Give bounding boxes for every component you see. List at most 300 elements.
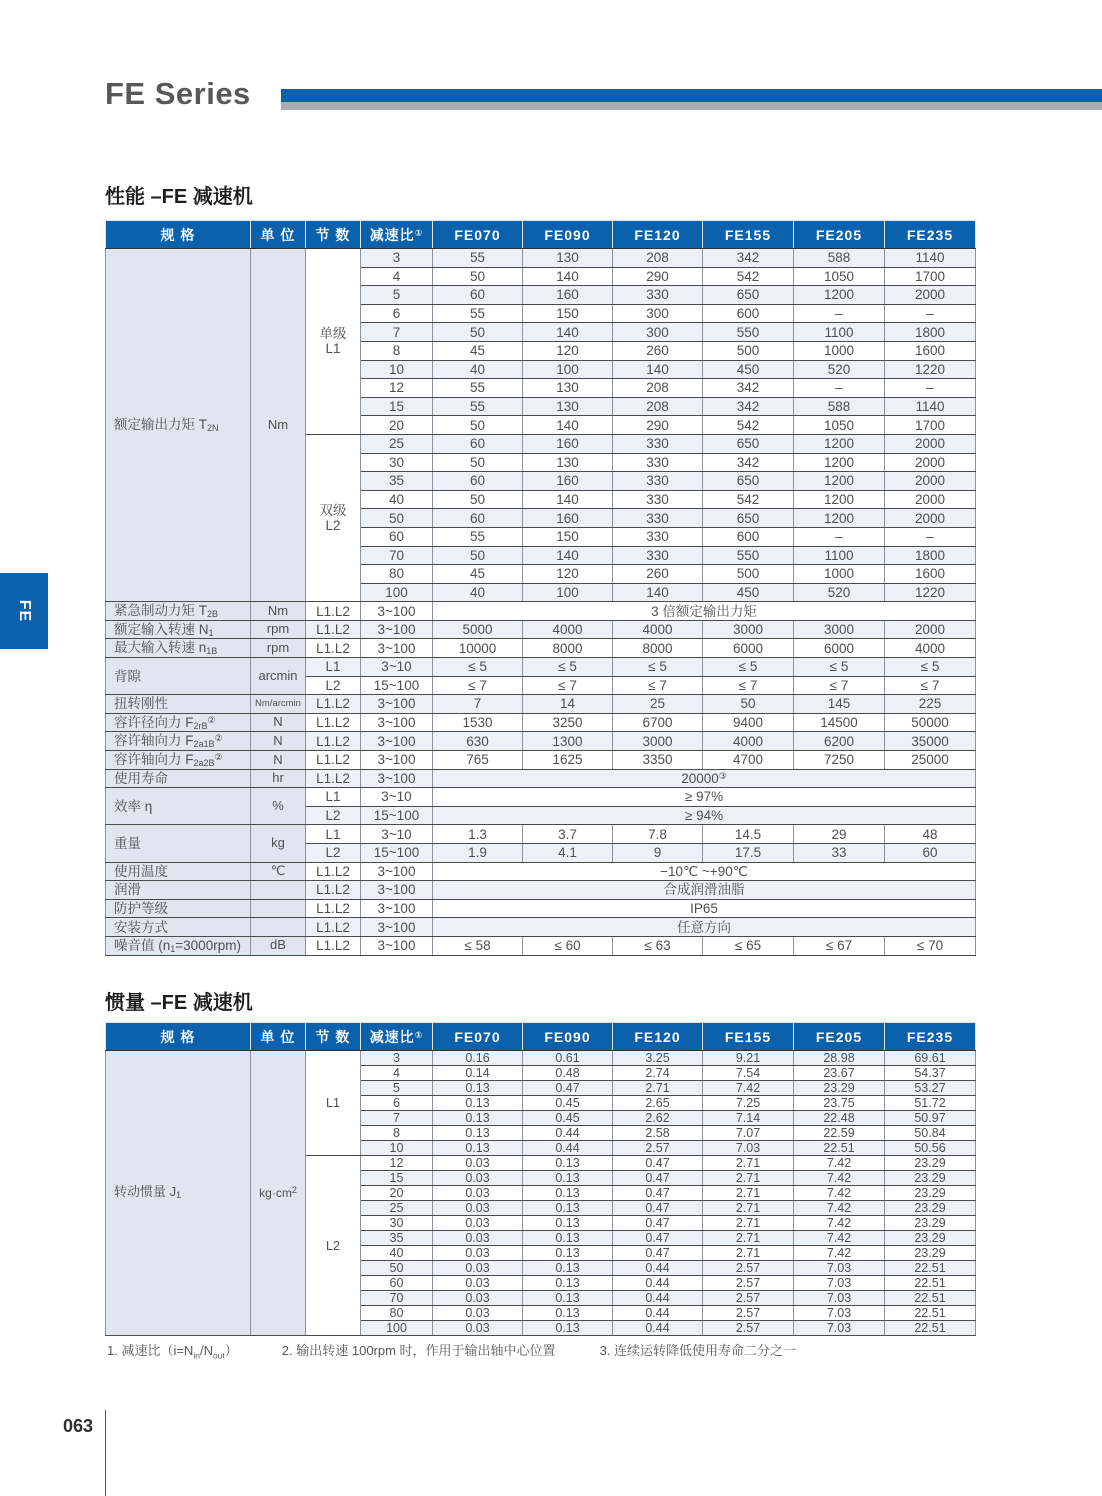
cell: 6000 <box>794 639 885 658</box>
cell: 25 <box>361 1201 433 1216</box>
cell: 45 <box>433 565 523 584</box>
cell: 15~100 <box>361 844 433 863</box>
cell: 6 <box>361 304 433 323</box>
cell: ≤ 58 <box>433 936 523 955</box>
cell: ≤ 7 <box>794 676 885 695</box>
cell: 100 <box>361 1321 433 1336</box>
table-row <box>106 639 976 658</box>
cell: 35 <box>361 1231 433 1246</box>
table-row <box>106 732 976 751</box>
cell: 550 <box>703 323 794 342</box>
cell: 0.45 <box>523 1096 613 1111</box>
cell: 14 <box>523 695 613 714</box>
cell: 50 <box>433 267 523 286</box>
cell: 3350 <box>613 751 703 770</box>
cell: 效率 η <box>106 788 251 825</box>
cell: 0.03 <box>433 1306 523 1321</box>
cell: 342 <box>703 397 794 416</box>
cell: 22.48 <box>794 1111 885 1126</box>
cell: 60 <box>433 286 523 305</box>
cell: 0.13 <box>433 1081 523 1096</box>
cell: 2.57 <box>703 1276 794 1291</box>
cell: ℃ <box>251 862 306 881</box>
cell: 50 <box>433 416 523 435</box>
cell: L2 <box>306 806 361 825</box>
cell: 2.71 <box>703 1246 794 1261</box>
cell: 17.5 <box>703 844 794 863</box>
cell: 2.71 <box>703 1186 794 1201</box>
cell: 8 <box>361 341 433 360</box>
cell: L1 <box>306 788 361 807</box>
page-number-rule <box>105 1410 106 1496</box>
cell: 600 <box>703 304 794 323</box>
cell: 1100 <box>794 323 885 342</box>
cell: 520 <box>794 360 885 379</box>
cell: hr <box>251 769 306 788</box>
cell: 650 <box>703 472 794 491</box>
column-header: FE155 <box>703 1023 794 1051</box>
cell: 50 <box>433 490 523 509</box>
cell: 1220 <box>885 360 976 379</box>
cell: 20 <box>361 416 433 435</box>
cell: 51.72 <box>885 1096 976 1111</box>
cell: 2.71 <box>703 1216 794 1231</box>
cell: 3~10 <box>361 658 433 677</box>
cell: 342 <box>703 249 794 268</box>
cell: 7.42 <box>794 1246 885 1261</box>
cell: 12 <box>361 379 433 398</box>
cell: 1600 <box>885 565 976 584</box>
cell: 8000 <box>613 639 703 658</box>
cell: 0.13 <box>523 1246 613 1261</box>
cell: 23.29 <box>885 1186 976 1201</box>
cell: 35000 <box>885 732 976 751</box>
cell: 500 <box>703 565 794 584</box>
footnote-3: 3. 连续运转降低使用寿命二分之一 <box>599 1343 797 1358</box>
cell: 1700 <box>885 416 976 435</box>
cell: 1625 <box>523 751 613 770</box>
cell: 任意方向 <box>433 918 976 937</box>
cell: Nm <box>251 602 306 621</box>
cell: 2.71 <box>703 1156 794 1171</box>
performance-table <box>105 220 976 956</box>
cell: 330 <box>613 546 703 565</box>
cell: ≥ 94% <box>433 806 976 825</box>
cell: 260 <box>613 341 703 360</box>
cell: 55 <box>433 527 523 546</box>
cell: 8 <box>361 1126 433 1141</box>
cell: 1100 <box>794 546 885 565</box>
column-header: 减速比① <box>361 221 433 249</box>
cell: 50 <box>361 509 433 528</box>
cell: 7.42 <box>794 1156 885 1171</box>
cell: 22.51 <box>885 1276 976 1291</box>
cell: 0.47 <box>613 1156 703 1171</box>
cell: ≤ 60 <box>523 936 613 955</box>
cell: 4 <box>361 267 433 286</box>
cell: 55 <box>433 304 523 323</box>
inertia-table <box>105 1022 976 1336</box>
cell: 330 <box>613 434 703 453</box>
cell: 7.54 <box>703 1066 794 1081</box>
cell: 2.71 <box>703 1171 794 1186</box>
cell: 0.45 <box>523 1111 613 1126</box>
cell: 15~100 <box>361 806 433 825</box>
cell: 300 <box>613 304 703 323</box>
cell: 使用温度 <box>106 862 251 881</box>
cell: 260 <box>613 565 703 584</box>
cell: ≤ 65 <box>703 936 794 955</box>
cell: ≤ 5 <box>523 658 613 677</box>
inertia-section-title: 惯量 –FE 减速机 <box>105 992 253 1014</box>
cell: 100 <box>523 583 613 602</box>
cell: 225 <box>885 695 976 714</box>
cell: 69.61 <box>885 1051 976 1066</box>
cell: 15~100 <box>361 676 433 695</box>
cell: Nm <box>251 249 306 602</box>
cell: 300 <box>613 323 703 342</box>
cell: 0.03 <box>433 1321 523 1336</box>
cell: 1200 <box>794 453 885 472</box>
cell: 140 <box>523 416 613 435</box>
inertia-table-body <box>106 1051 976 1336</box>
cell: $kg\cdot cm^2$ <box>251 1051 306 1336</box>
cell: 2.74 <box>613 1066 703 1081</box>
table-row <box>106 1051 976 1066</box>
cell: 22.51 <box>885 1261 976 1276</box>
cell: 0.03 <box>433 1291 523 1306</box>
cell: 0.03 <box>433 1186 523 1201</box>
cell: 2.57 <box>703 1291 794 1306</box>
footnote-1: 1. 减速比$(i=N_{in}/N_{out})$ <box>107 1343 238 1361</box>
cell: 50 <box>361 1261 433 1276</box>
cell: 120 <box>523 565 613 584</box>
cell: 1800 <box>885 546 976 565</box>
cell: 3~100 <box>361 918 433 937</box>
cell: 542 <box>703 267 794 286</box>
cell: 0.03 <box>433 1276 523 1291</box>
cell: 2.57 <box>703 1321 794 1336</box>
cell: 1800 <box>885 323 976 342</box>
cell: 5 <box>361 286 433 305</box>
cell: L1.L2 <box>306 751 361 770</box>
cell: 3 倍额定输出力矩 <box>433 602 976 621</box>
cell: 50.84 <box>885 1126 976 1141</box>
cell: 3 <box>361 249 433 268</box>
cell: 7.07 <box>703 1126 794 1141</box>
cell: 0.47 <box>613 1186 703 1201</box>
cell: ≤ 5 <box>703 658 794 677</box>
cell: 7.42 <box>794 1216 885 1231</box>
cell: 145 <box>794 695 885 714</box>
cell: 1200 <box>794 472 885 491</box>
cell: ≤ 7 <box>613 676 703 695</box>
cell: 23.29 <box>885 1201 976 1216</box>
cell: 60 <box>361 527 433 546</box>
cell: 10 <box>361 360 433 379</box>
table-row <box>106 751 976 770</box>
cell: 0.47 <box>613 1246 703 1261</box>
cell: 8000 <box>523 639 613 658</box>
cell: 7.42 <box>794 1231 885 1246</box>
cell: 60 <box>361 1276 433 1291</box>
column-header: 节 数 <box>306 221 361 249</box>
cell: 0.03 <box>433 1171 523 1186</box>
cell: 15 <box>361 1171 433 1186</box>
cell: 23.29 <box>885 1231 976 1246</box>
cell: 2.58 <box>613 1126 703 1141</box>
cell: 0.03 <box>433 1156 523 1171</box>
cell: 50.97 <box>885 1111 976 1126</box>
cell: 25 <box>361 434 433 453</box>
cell: 22.51 <box>885 1321 976 1336</box>
cell: 9.21 <box>703 1051 794 1066</box>
cell: 3.25 <box>613 1051 703 1066</box>
cell: 0.44 <box>523 1141 613 1156</box>
cell <box>251 881 306 900</box>
cell: 70 <box>361 1291 433 1306</box>
cell: 0.13 <box>523 1321 613 1336</box>
cell: 4 <box>361 1066 433 1081</box>
cell: 60 <box>433 509 523 528</box>
table-row <box>106 620 976 639</box>
cell: 2000 <box>885 490 976 509</box>
cell: ≤ 63 <box>613 936 703 955</box>
cell: 765 <box>433 751 523 770</box>
cell: 330 <box>613 286 703 305</box>
cell: −10℃ ~+90℃ <box>433 862 976 881</box>
cell: 3~10 <box>361 825 433 844</box>
cell: 20000③ <box>433 769 976 788</box>
cell: 140 <box>613 360 703 379</box>
cell: N <box>251 732 306 751</box>
cell: 130 <box>523 397 613 416</box>
cell: ≤ 7 <box>885 676 976 695</box>
cell: 140 <box>523 267 613 286</box>
cell: 342 <box>703 453 794 472</box>
cell: 12 <box>361 1156 433 1171</box>
cell: 0.03 <box>433 1201 523 1216</box>
cell: L1.L2 <box>306 862 361 881</box>
cell: 噪音值 $(n_1=3000rpm)$ <box>106 936 251 955</box>
table-row <box>106 918 976 937</box>
cell: 588 <box>794 397 885 416</box>
cell: 650 <box>703 509 794 528</box>
table-row <box>106 769 976 788</box>
cell: 7.8 <box>613 825 703 844</box>
cell: 50 <box>433 453 523 472</box>
cell: 9 <box>613 844 703 863</box>
cell: 紧急制动力矩 $T_{2B}$ <box>106 602 251 621</box>
cell: 额定输出力矩 $T_{2N}$ <box>106 249 251 602</box>
column-header: 规 格 <box>106 1023 251 1051</box>
cell: 130 <box>523 379 613 398</box>
cell: 1700 <box>885 267 976 286</box>
cell: 100 <box>361 583 433 602</box>
cell: 1000 <box>794 341 885 360</box>
cell: 70 <box>361 546 433 565</box>
cell: 130 <box>523 249 613 268</box>
cell: L1.L2 <box>306 769 361 788</box>
cell: ≤ 7 <box>703 676 794 695</box>
cell: 3~100 <box>361 732 433 751</box>
column-header: FE120 <box>613 221 703 249</box>
cell: 1200 <box>794 490 885 509</box>
column-header: 节 数 <box>306 1023 361 1051</box>
cell: 1050 <box>794 416 885 435</box>
cell: 25000 <box>885 751 976 770</box>
cell: 120 <box>523 341 613 360</box>
cell: 330 <box>613 453 703 472</box>
series-side-tab-label: FE <box>15 599 33 623</box>
cell: 22.51 <box>794 1141 885 1156</box>
column-header: FE070 <box>433 221 523 249</box>
cell: 140 <box>523 546 613 565</box>
table-row <box>106 788 976 807</box>
cell: L1.L2 <box>306 918 361 937</box>
cell: 7.03 <box>794 1291 885 1306</box>
cell: 0.13 <box>523 1231 613 1246</box>
cell: L1.L2 <box>306 936 361 955</box>
cell: 7.42 <box>794 1201 885 1216</box>
performance-table-wrap <box>105 220 977 956</box>
table-row <box>106 249 976 268</box>
cell: 40 <box>433 360 523 379</box>
table-row <box>106 695 976 714</box>
cell: L1.L2 <box>306 639 361 658</box>
cell: 合成润滑油脂 <box>433 881 976 900</box>
cell: 安装方式 <box>106 918 251 937</box>
cell: 3.7 <box>523 825 613 844</box>
cell: 7 <box>361 1111 433 1126</box>
cell: 0.03 <box>433 1261 523 1276</box>
cell: 23.75 <box>794 1096 885 1111</box>
cell: – <box>885 527 976 546</box>
cell: – <box>885 304 976 323</box>
cell <box>251 899 306 918</box>
cell: 0.44 <box>613 1261 703 1276</box>
cell: – <box>794 379 885 398</box>
cell: 542 <box>703 490 794 509</box>
cell: 10 <box>361 1141 433 1156</box>
cell: 1220 <box>885 583 976 602</box>
cell: 160 <box>523 434 613 453</box>
cell: L1.L2 <box>306 713 361 732</box>
cell: 22.51 <box>885 1291 976 1306</box>
cell: 0.13 <box>523 1201 613 1216</box>
cell: 6700 <box>613 713 703 732</box>
cell: 最大输入转速 $n_{1B}$ <box>106 639 251 658</box>
cell: 54.37 <box>885 1066 976 1081</box>
page-number: 063 <box>63 1416 94 1436</box>
cell: 0.13 <box>523 1186 613 1201</box>
cell: 342 <box>703 379 794 398</box>
cell: L1 <box>306 658 361 677</box>
cell: 80 <box>361 1306 433 1321</box>
column-header: 单 位 <box>251 221 306 249</box>
cell: 53.27 <box>885 1081 976 1096</box>
cell: – <box>794 304 885 323</box>
cell: 650 <box>703 434 794 453</box>
performance-table-body <box>106 249 976 956</box>
cell: 额定输入转速 $N_1$ <box>106 620 251 639</box>
cell: 7.42 <box>703 1081 794 1096</box>
performance-table-head <box>106 221 976 249</box>
cell: 1300 <box>523 732 613 751</box>
cell: 0.03 <box>433 1216 523 1231</box>
cell: 140 <box>523 490 613 509</box>
cell: 50.56 <box>885 1141 976 1156</box>
cell: 7.42 <box>794 1171 885 1186</box>
cell: 100 <box>523 360 613 379</box>
cell: 150 <box>523 527 613 546</box>
cell: 1200 <box>794 286 885 305</box>
series-side-tab <box>0 573 48 649</box>
cell: 25 <box>613 695 703 714</box>
cell <box>251 918 306 937</box>
table-row <box>106 602 976 621</box>
cell: 3~100 <box>361 881 433 900</box>
cell: 500 <box>703 341 794 360</box>
cell: ≤ 5 <box>433 658 523 677</box>
table-row <box>106 936 976 955</box>
cell: 防护等级 <box>106 899 251 918</box>
cell: 2.71 <box>613 1081 703 1096</box>
cell: 4700 <box>703 751 794 770</box>
cell: 7.03 <box>794 1276 885 1291</box>
cell: 60 <box>433 434 523 453</box>
cell: 0.13 <box>523 1276 613 1291</box>
cell: 290 <box>613 267 703 286</box>
cell: 1050 <box>794 267 885 286</box>
cell: 3~100 <box>361 639 433 658</box>
cell: 1200 <box>794 509 885 528</box>
cell: 7.03 <box>794 1306 885 1321</box>
cell: 2000 <box>885 453 976 472</box>
cell: 160 <box>523 286 613 305</box>
column-header: FE235 <box>885 221 976 249</box>
cell: % <box>251 788 306 825</box>
cell: 0.47 <box>613 1216 703 1231</box>
cell: 20 <box>361 1186 433 1201</box>
cell: 600 <box>703 527 794 546</box>
cell: 2.57 <box>703 1261 794 1276</box>
cell: 0.13 <box>523 1171 613 1186</box>
cell: 0.47 <box>523 1081 613 1096</box>
column-header: FE205 <box>794 1023 885 1051</box>
cell: L1.L2 <box>306 695 361 714</box>
performance-section-title: 性能 –FE 减速机 <box>105 186 253 208</box>
cell: 0.13 <box>433 1141 523 1156</box>
cell: ≤ 7 <box>433 676 523 695</box>
footnotes <box>107 1340 796 1361</box>
cell: 0.13 <box>523 1291 613 1306</box>
cell: 140 <box>613 583 703 602</box>
table-row <box>106 825 976 844</box>
cell: 3~10 <box>361 788 433 807</box>
cell: ≤ 5 <box>794 658 885 677</box>
cell: 23.29 <box>885 1246 976 1261</box>
cell: 45 <box>433 341 523 360</box>
cell: 润滑 <box>106 881 251 900</box>
cell: Nm/arcmin <box>251 695 306 714</box>
cell: 5 <box>361 1081 433 1096</box>
cell: 3250 <box>523 713 613 732</box>
cell: 14500 <box>794 713 885 732</box>
cell: 3 <box>361 1051 433 1066</box>
cell: 1140 <box>885 397 976 416</box>
cell: 0.61 <box>523 1051 613 1066</box>
